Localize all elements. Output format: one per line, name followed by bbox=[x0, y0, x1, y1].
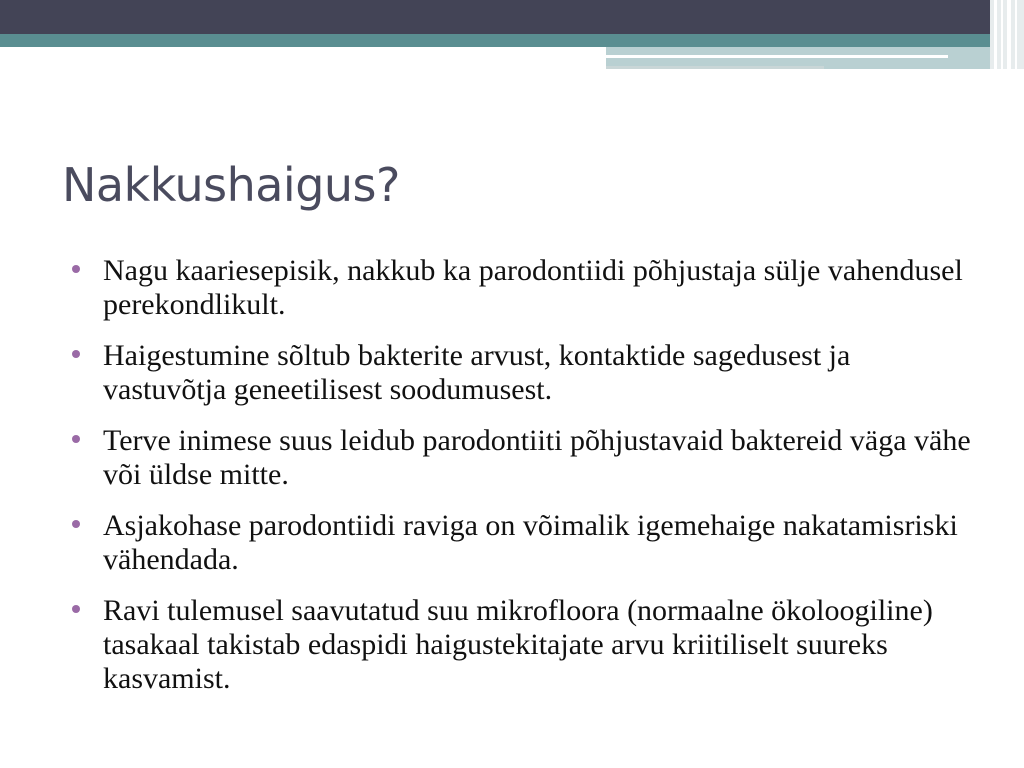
corner-stripe bbox=[1007, 0, 1011, 69]
corner-stripe bbox=[994, 0, 997, 69]
header-band-teal bbox=[0, 34, 1024, 47]
bullet-text: Ravi tulemusel saavutatud suu mikrofloora (normaalne ökoloogiline) tasakaal takistab edaspidi haigustekitajate arvu kriitiliselt suureks kasvamist. bbox=[103, 594, 933, 695]
corner-stripe bbox=[1001, 0, 1003, 69]
bullet-text: Nagu kaariesepisik, nakkub ka parodontiidi põhjustaja sülje vahendusel perekondlikult. bbox=[103, 254, 963, 321]
corner-stripe bbox=[1015, 0, 1017, 69]
header-accent-line bbox=[606, 55, 948, 58]
bullet-text: Terve inimese suus leidub parodontiiti põhjustavaid baktereid väga vähe või üldse mitte. bbox=[103, 424, 971, 491]
bullet-dot-icon bbox=[72, 265, 80, 273]
bullet-dot-icon bbox=[72, 605, 80, 613]
header-accent-line-lower bbox=[606, 66, 824, 69]
bullet-list bbox=[72, 254, 972, 713]
bullet-dot-icon bbox=[72, 435, 80, 443]
bullet-text: Asjakohase parodontiidi raviga on võimalik igemehaige nakatamisriski vähendada. bbox=[103, 509, 958, 576]
bullet-item bbox=[72, 594, 972, 696]
header-band-dark bbox=[0, 0, 1024, 34]
bullet-item bbox=[72, 509, 972, 577]
slide-title: Nakkushaigus? bbox=[62, 158, 400, 212]
bullet-item bbox=[72, 339, 972, 407]
header-corner-stripes bbox=[990, 0, 1024, 69]
bullet-text: Haigestumine sõltub bakterite arvust, kontaktide sagedusest ja vastuvõtja geneetilisest soodumusest. bbox=[103, 339, 851, 406]
bullet-item bbox=[72, 424, 972, 492]
bullet-item bbox=[72, 254, 972, 322]
bullet-dot-icon bbox=[72, 350, 80, 358]
bullet-dot-icon bbox=[72, 520, 80, 528]
